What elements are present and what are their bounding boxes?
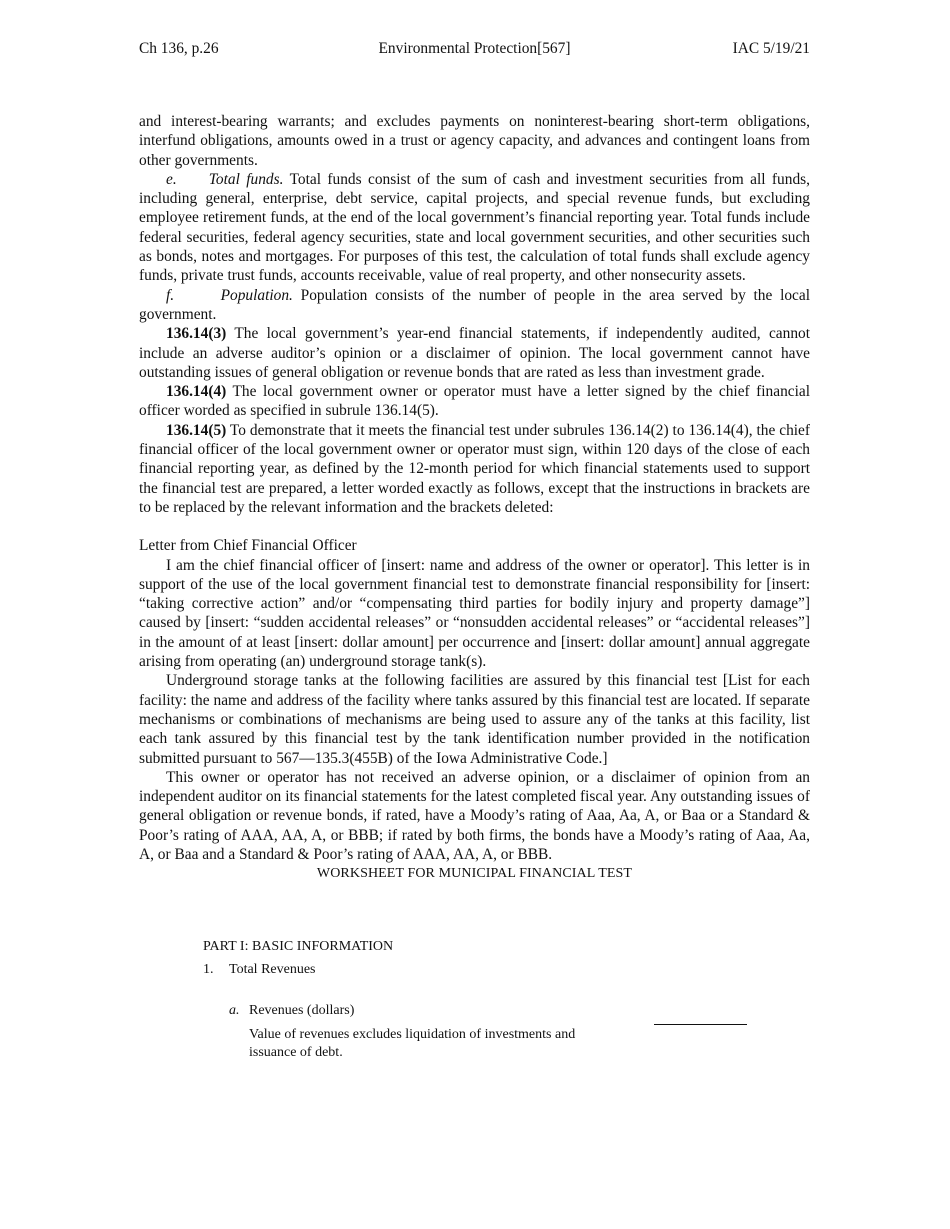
iac-date: IAC 5/19/21 (732, 40, 810, 57)
item-text: Population consists of the number of people in the area served by the local government. (139, 286, 810, 323)
worksheet-item (203, 961, 603, 979)
paragraph-total-funds (139, 170, 810, 286)
letter-paragraph: I am the chief financial officer of [insert: name and address of the owner or operator]. This letter is in support of the use of the local government financial test to demonstrate financial responsibility for [insert: “taking corrective action” and/or “compensating third parties for bodily injury and property damage”] caused by [insert: “sudden accidental releases” or “nonsudden accidental releases” or “accidental releases”] in the amount of at least [insert: dollar amount] per occurrence and [insert: dollar amount] annual aggregate arising from operating (an) underground storage tank(s). (139, 556, 810, 671)
item-title: Population. (220, 286, 293, 304)
agency-title: Environmental Protection[567] (378, 40, 571, 57)
subitem-note: Value of revenues excludes liquidation of investments and issuance of debt. (249, 1027, 576, 1060)
paragraph-population (139, 286, 810, 325)
chapter-page-label: Ch 136, p.26 (139, 40, 219, 57)
page-header (139, 40, 810, 62)
letter-paragraph: This owner or operator has not received an adverse opinion, or a disclaimer of opinion from an independent auditor on its financial statements for the latest completed fiscal year. Any outstanding issues of general obligation or revenue bonds, if rated, have a Moody’s rating of Aaa, Aa, A, or Baa or a Standard & Poor’s rating of AAA, AA, A, or BBB; if rated by both firms, the bonds have a Moody’s rating of Aaa, Aa, A, or Baa and a Standard & Poor’s rating of AAA, AA, A, or BBB. (139, 768, 810, 863)
item-letter: e. (166, 170, 177, 188)
letter-paragraph: Underground storage tanks at the following facilities are assured by this financial test [List for each facility: the name and address of the facility where tanks assured by this financial test are located. If separate mechanisms or combinations of mechanisms are being used to assure any of the tanks at this facility, list each tank assured by this financial test by the tank identification number provided in the notification submitted pursuant to 567—135.3(455B) of the Iowa Administrative Code.] (139, 672, 810, 767)
letter-title: Letter from Chief Financial Officer (139, 537, 357, 555)
subrule-text: The local government’s year-end financial statements, if independently audited, cannot include an adverse auditor’s opinion or a disclaimer of opinion. The local government cannot have outstanding issues of general obligation or revenue bonds that are rated as less than investment grade. (139, 325, 810, 381)
item-title: Total funds. (208, 170, 284, 188)
subrule-label: 136.14(4) (166, 383, 227, 401)
subitem-letter: a. (229, 1003, 240, 1018)
item-text: Total funds consist of the sum of cash and investment securities from all funds, including general, enterprise, debt service, capital projects, and special revenue funds, but excluding employee retirement funds, at the end of the local government’s financial reporting year. Total funds include federal securities, federal agency securities, state and local government securities, and other securities such as bonds, notes and mortgages. For purposes of this test, the calculation of total funds shall exclude agency funds, private trust funds, accounts receivable, value of real property, and other nonsecurity assets. (139, 170, 810, 285)
subrule-label: 136.14(5) (166, 421, 227, 439)
item-number: 1. (203, 962, 214, 977)
worksheet-part-heading: PART I: BASIC INFORMATION (203, 939, 394, 954)
paragraph-continued: and interest-bearing warrants; and excludes payments on noninterest-bearing short-term obligations, interfund obligations, amounts owed in a trust or agency capacity, and advances and contingent loans from other governments. (139, 113, 810, 169)
revenues-blank-field[interactable] (654, 1024, 747, 1025)
worksheet-title: WORKSHEET FOR MUNICIPAL FINANCIAL TEST (316, 866, 633, 882)
item-letter: f. (166, 286, 175, 304)
subrule-136-14-4 (139, 382, 810, 421)
subrule-label: 136.14(3) (166, 325, 227, 343)
subrule-text: To demonstrate that it meets the financial test under subrules 136.14(2) to 136.14(4), the chief financial officer of the local government owner or operator must sign, within 120 days of the close of each financial reporting year, as defined by the 12-month period for which financial statements used to support the financial test are prepared, a letter worded exactly as follows, except that the instructions in brackets are to be replaced by the relevant information and the brackets deleted: (139, 421, 810, 516)
item-label: Total Revenues (229, 962, 316, 977)
subitem-label: Revenues (dollars) (249, 1003, 355, 1018)
document-body (139, 112, 810, 1060)
subrule-136-14-5 (139, 421, 810, 517)
spacer (139, 517, 810, 536)
subrule-text: The local government owner or operator must have a letter signed by the chief financial officer worded as specified in subrule 136.14(5). (139, 383, 810, 420)
worksheet-subitem (229, 1002, 589, 1061)
subrule-136-14-3 (139, 324, 810, 382)
